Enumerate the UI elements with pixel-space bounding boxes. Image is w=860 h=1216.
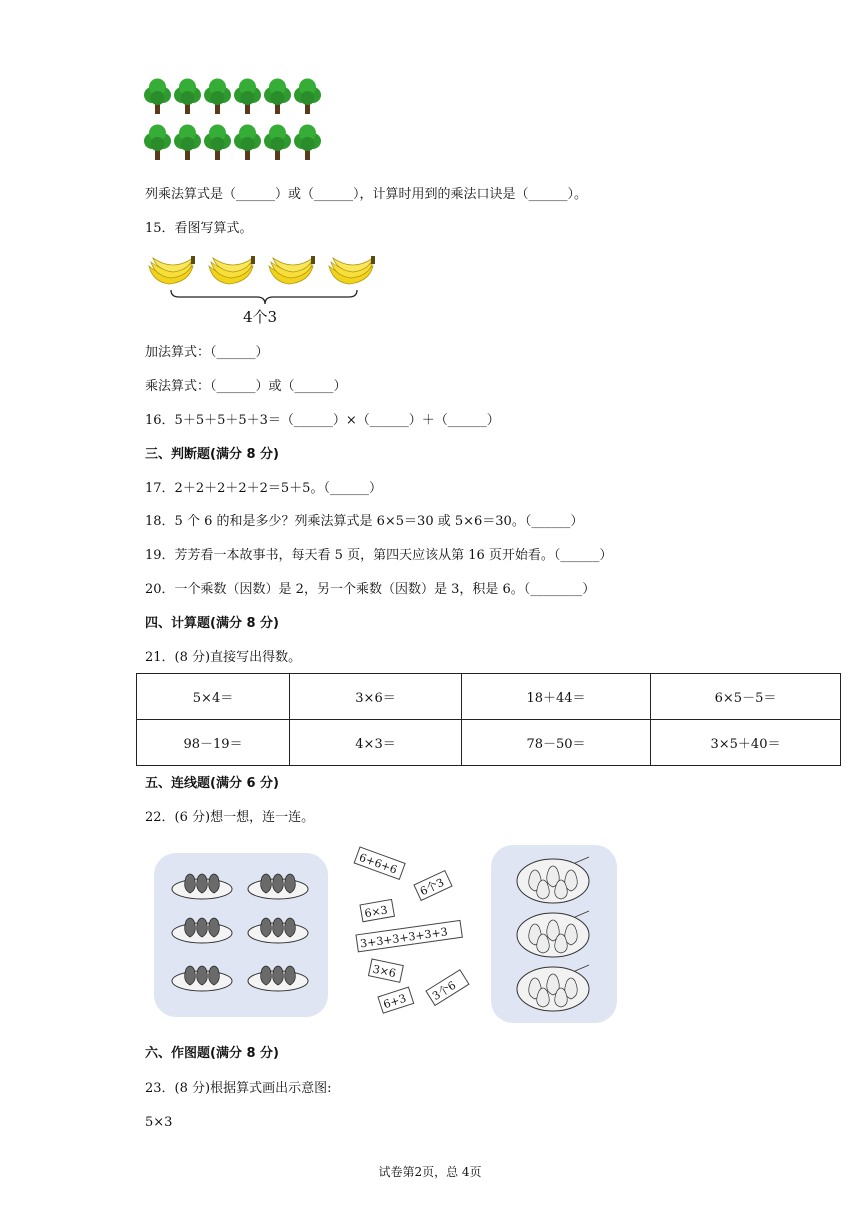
q23-line: 23．(8 分)根据算式画出示意图:	[145, 1081, 332, 1096]
q19-line: 19．芳芳看一本故事书，每天看 5 页，第四天应该从第 16 页开始看。（______）	[145, 548, 613, 563]
card-label: 6个3	[417, 875, 447, 899]
card-label: 3个6	[430, 978, 459, 1003]
q17-line: 17．2＋2＋2＋2＋2＝5＋5。（______）	[145, 481, 382, 496]
calc-table	[136, 673, 841, 766]
table-cell: 78－50＝	[462, 720, 651, 766]
expression-cards	[350, 843, 475, 1023]
q15-title: 15．看图写算式。	[145, 221, 253, 236]
table-cell: 6×5－5＝	[651, 674, 841, 720]
tree-row-2	[144, 125, 321, 161]
q23-expression: 5×3	[145, 1115, 173, 1130]
q16-line: 16．5＋5＋5＋5＋3＝（______）×（______）＋（______）	[145, 413, 500, 428]
card-label: 6+6+6	[357, 850, 399, 877]
q15-add-line: 加法算式：（______）	[145, 345, 269, 360]
q20-line: 20．一个乘数（因数）是 2，另一个乘数（因数）是 3，积是 6。（________）	[145, 582, 596, 597]
card-label: 6+3	[381, 991, 408, 1012]
section3-heading: 三、判断题(满分 8 分)	[145, 447, 279, 462]
q21-line: 21．(8 分)直接写出得数。	[145, 650, 302, 665]
card-label: 3+3+3+3+3+3	[359, 925, 449, 951]
tree-row-1	[144, 79, 321, 115]
q22-line: 22．(6 分)想一想，连一连。	[145, 810, 315, 825]
trees-illustration	[143, 78, 333, 168]
table-row	[137, 674, 841, 720]
left-plates-panel	[154, 853, 328, 1017]
section4-heading: 四、计算题(满分 8 分)	[145, 616, 279, 631]
brace-label: 4个3	[243, 308, 278, 326]
table-row	[137, 720, 841, 766]
table-cell: 98－19＝	[137, 720, 290, 766]
q14-line: 列乘法算式是（______）或（______），计算时用到的乘法口诀是（______）。	[145, 187, 588, 202]
card-label: 6×3	[363, 903, 389, 921]
table-cell: 3×5＋40＝	[651, 720, 841, 766]
card-label: 3×6	[371, 962, 398, 981]
q15-mul-line: 乘法算式：（______）或（______）	[145, 379, 347, 394]
section5-heading: 五、连线题(满分 6 分)	[145, 776, 279, 791]
table-cell: 18＋44＝	[462, 674, 651, 720]
section6-heading: 六、作图题(满分 8 分)	[145, 1046, 279, 1061]
table-cell: 4×3＝	[290, 720, 462, 766]
page-footer: 试卷第2页，总 4页	[378, 1165, 482, 1179]
table-cell: 5×4＝	[137, 674, 290, 720]
table-cell: 3×6＝	[290, 674, 462, 720]
right-plates-panel	[491, 845, 617, 1023]
q18-line: 18．5 个 6 的和是多少？列乘法算式是 6×5＝30 或 5×6＝30。（______）	[145, 514, 584, 529]
